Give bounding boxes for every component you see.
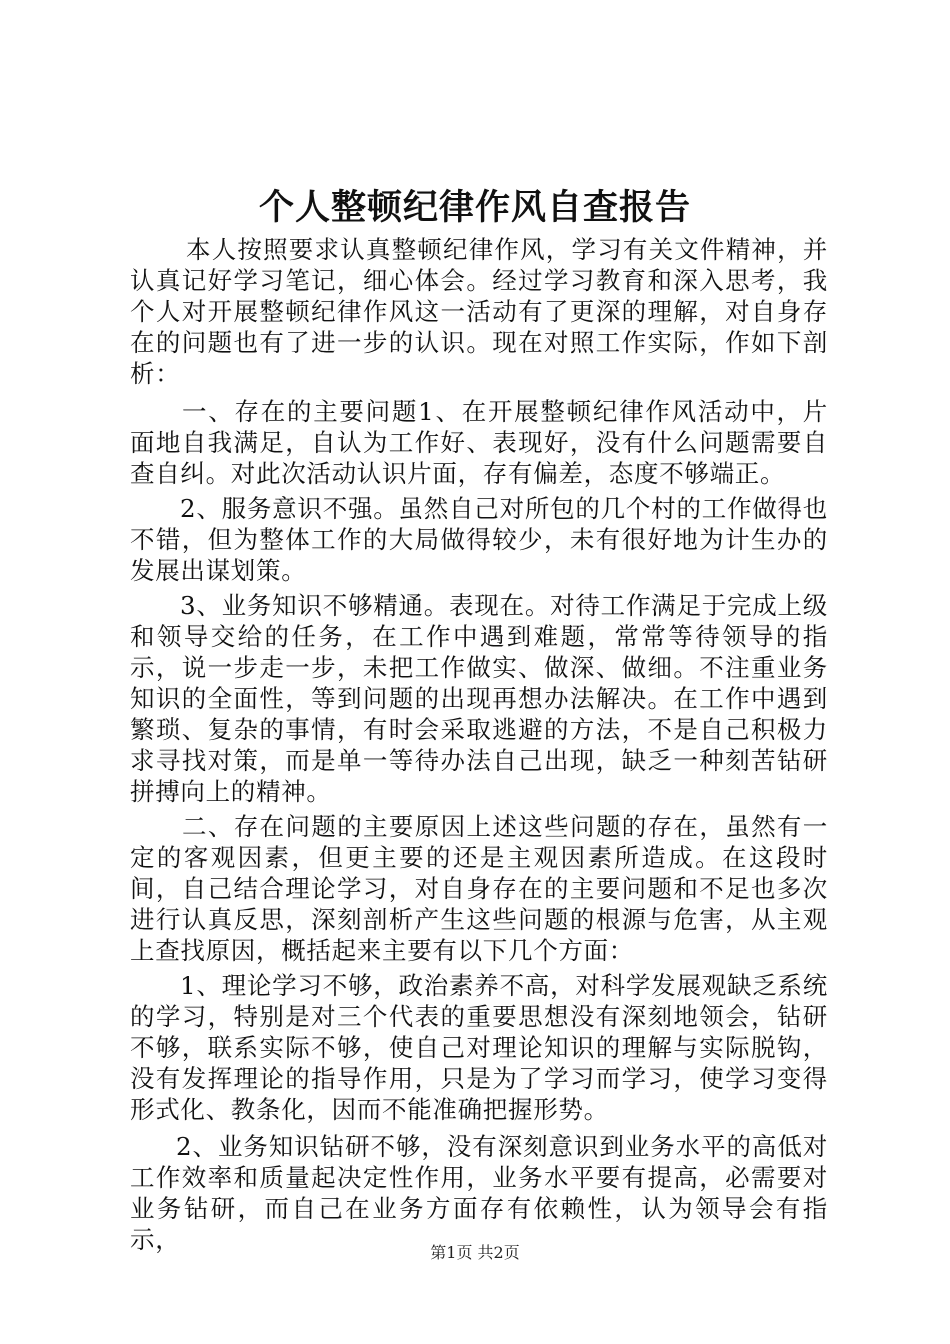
document-title: 个人整顿纪律作风自查报告 — [258, 187, 691, 228]
paragraph-main-causes: 二、存在问题的主要原因上述这些问题的存在，虽然有一定的客观因素，但更主要的还是主观因素所造成。在这段时间，自己结合理论学习，对自身存在的主要问题和不足也多次进行认真反思，深刻剖析产生这些问题的根源与危害，从主观上查找原因，概括起来主要有以下几个方面： — [130, 812, 828, 965]
paragraph-main-problems: 一、存在的主要问题1、在开展整顿纪律作风活动中，片面地自我满足，自认为工作好、表现好，没有什么问题需要自查自纠。对此次活动认识片面，存有偏差，态度不够端正。 — [130, 397, 828, 488]
paragraph-theory-study: 1、理论学习不够，政治素养不高，对科学发展观缺乏系统的学习，特别是对三个代表的重要思想没有深刻地领会，钻研不够，联系实际不够，使自己对理论知识的理解与实际脱钩，没有发挥理论的指导作用，只是为了学习而学习，使学习变得形式化、教条化，因而不能准确把握形势。 — [130, 971, 828, 1124]
paragraph-intro: 本人按照要求认真整顿纪律作风，学习有关文件精神，并认真记好学习笔记，细心体会。经过学习教育和深入思考，我个人对开展整顿纪律作风这一活动有了更深的理解，对自身存在的问题也有了进一步的认识。现在对照工作实际，作如下剖析： — [130, 235, 828, 388]
paragraph-service-awareness: 2、服务意识不强。虽然自己对所包的几个村的工作做得也不错，但为整体工作的大局做得较少，未有很好地为计生办的发展出谋划策。 — [130, 494, 828, 585]
paragraph-business-study: 2、业务知识钻研不够，没有深刻意识到业务水平的高低对工作效率和质量起决定性作用，业务水平要有提高，必需要对业务钻研，而自己在业务方面存有依赖性，认为领导会有指示， — [130, 1132, 828, 1254]
document-body — [130, 234, 828, 1255]
page-number-footer: 第1页 共2页 — [430, 1243, 520, 1262]
paragraph-business-knowledge: 3、业务知识不够精通。表现在。对待工作满足于完成上级和领导交给的任务，在工作中遇到难题，常常等待领导的指示，说一步走一步，未把工作做实、做深、做细。不注重业务知识的全面性，等到问题的出现再想办法解决。在工作中遇到繁琐、复杂的事情，有时会采取逃避的方法，不是自己积极力求寻找对策，而是单一等待办法自己出现，缺乏一种刻苦钻研拼搏向上的精神。 — [130, 591, 828, 806]
